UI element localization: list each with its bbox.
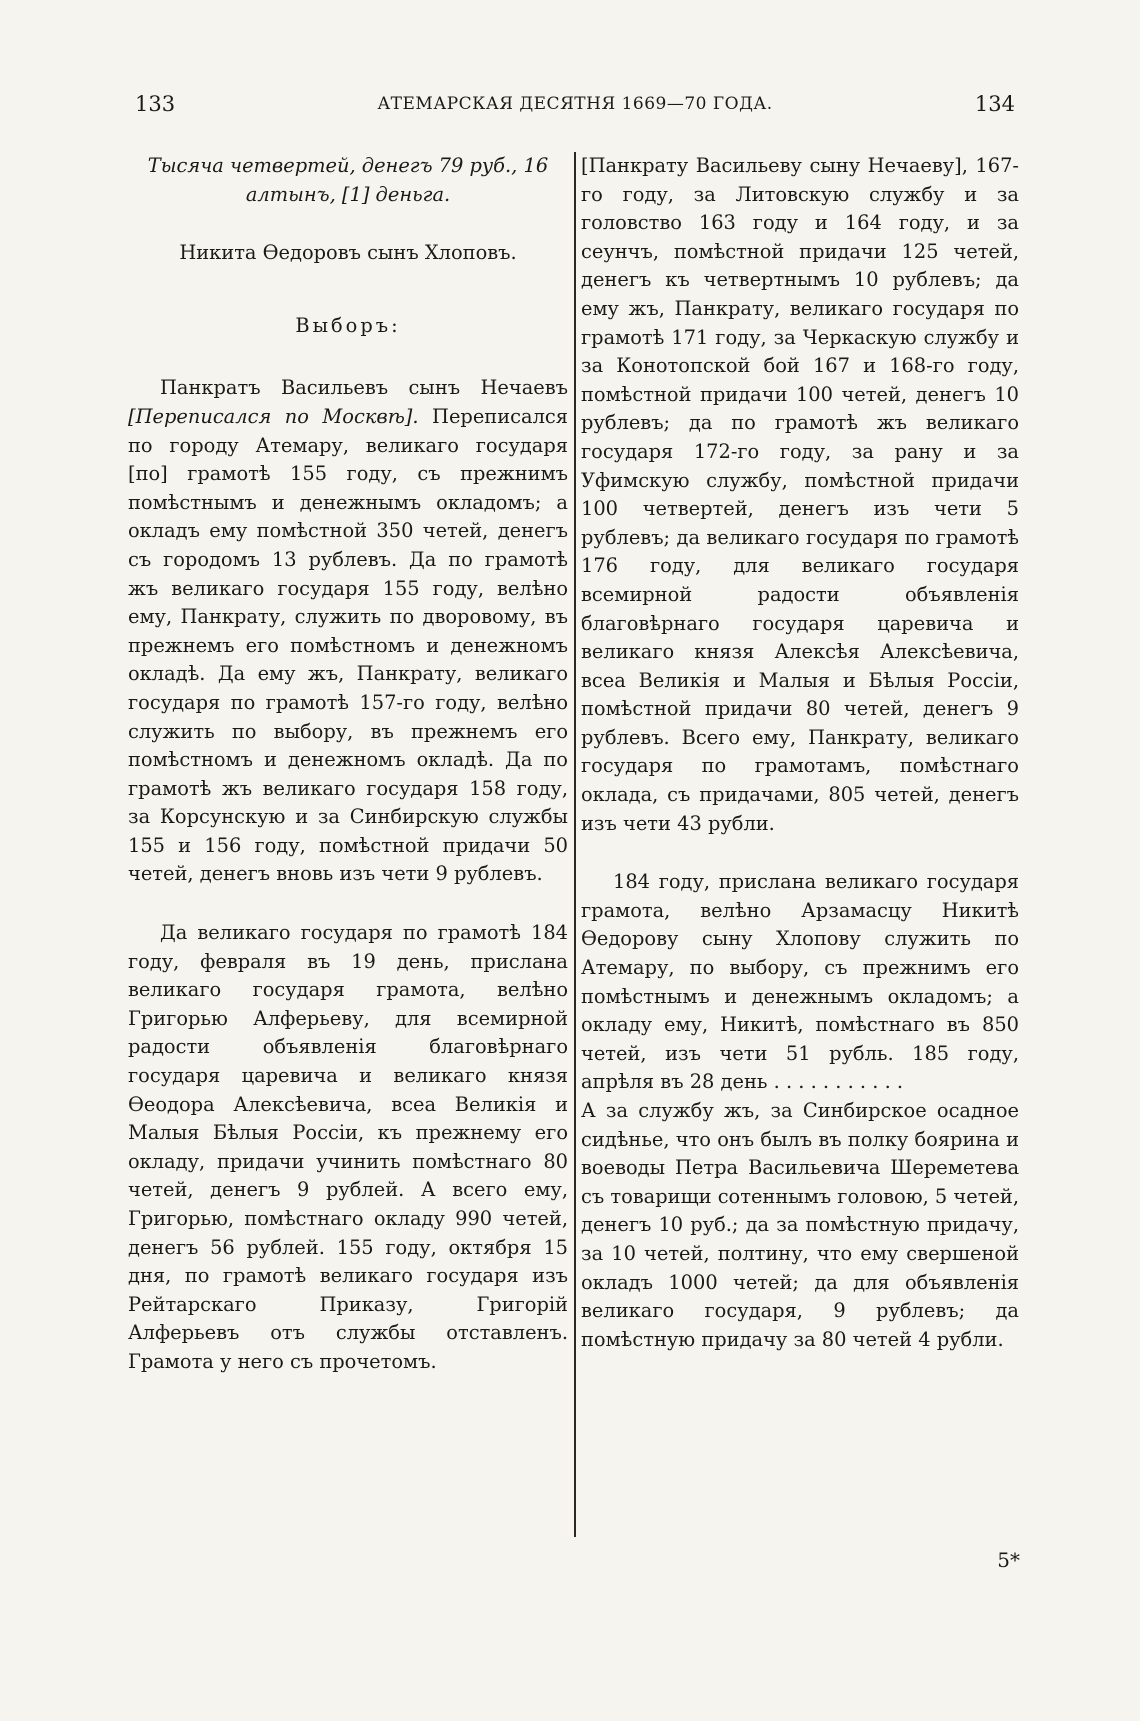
entry-paragraph bbox=[128, 374, 568, 889]
right-column bbox=[581, 152, 1019, 1354]
section-heading: Выборъ: bbox=[295, 313, 401, 337]
page-number-right: 134 bbox=[974, 92, 1015, 116]
entry-note: [Переписался по Москвѣ]. bbox=[128, 404, 419, 428]
entry-person: Панкратъ Васильевъ сынъ Нечаевъ bbox=[160, 376, 568, 400]
column-divider bbox=[574, 152, 576, 1537]
signature-mark: 5* bbox=[997, 1548, 1020, 1572]
left-column bbox=[128, 152, 568, 1377]
right-paragraph-3: А за службу жъ, за Синбирское осадное сидѣнье, что онъ былъ въ полку боярина и воеводы Петра Васильевича Шереметева съ товарищи сотеннымъ головою, 5 четей, денегъ 10 руб.; да за помѣстную придачу, за 10 четей, полтину, что ему свершеной окладъ 1000 четей; да для объявленія великаго государя, 9 рублевъ; да помѣстную придачу за 80 четей 4 рубли. bbox=[581, 1099, 1020, 1351]
right-paragraph-2: 184 году, прислана великаго государя грамота, велѣно Арзамасцу Никитѣ Өедорову сыну Хлопову служить по Атемару, по выбору, съ прежнимъ его помѣстнымъ и денежнымъ окладомъ; а окладу ему, Никитѣ, помѣстнаго въ 850 четей, изъ чети 51 рубль. 185 году, апрѣля въ 28 день . . . . . . . . . . . bbox=[581, 870, 1019, 1094]
page-number-left: 133 bbox=[135, 92, 176, 116]
entry-body: Переписался по городу Атемару, великаго государя [по] грамотѣ 155 году, съ прежнимъ помѣстнымъ и денежнымъ окладомъ; а окладъ ему помѣстной 350 четей, денегъ съ городомъ 13 рублевъ. Да по грамотѣ жъ великаго государя 155 году, велѣно ему, Панкрату, служить по дворовому, въ прежнемъ его помѣстномъ и денежномъ окладѣ. Да ему жъ, Панкрату, великаго государя по грамотѣ 157-го году, велѣно служить по выбору, въ прежнемъ его помѣстномъ и денежномъ окладѣ. Да по грамотѣ жъ великаго государя 158 году, за Корсунскую и за Синбирскую службы 155 и 156 году, помѣстной придачи 50 четей, денегъ вновь изъ чети 9 рублевъ. bbox=[128, 404, 568, 886]
running-header bbox=[135, 92, 1015, 124]
running-title: АТЕМАРСКАЯ ДЕСЯТНЯ 1669—70 ГОДА. bbox=[377, 94, 773, 114]
name-heading: Никита Өедоровъ сынъ Хлоповъ. bbox=[179, 241, 517, 265]
right-paragraph-1: [Панкрату Васильеву сыну Нечаеву], 167-го году, за Литовскую службу и за головство 163 году и 164 году, и за сеунчъ, помѣстной придачи 125 четей, денегъ къ четвертнымъ 10 рублевъ; да ему жъ, Панкрату, великаго государя по грамотѣ 171 году, за Черкаскую службу и за Конотопской бой 167 и 168-го году, помѣстной придачи 100 четей, денегъ 10 рублевъ; да по грамотѣ жъ великаго государя 172-го году, за рану и за Уфимскую службу, помѣстной придачи 100 четвертей, денегъ изъ чети 5 рублевъ; да великаго государя по грамотѣ 176 году, для великаго государя всемирной радости объявленія благовѣрнаго государя царевича и великаго князя Алексѣя Алексѣевича, всеа Великія и Малыя и Бѣлыя Россіи, помѣстной придачи 80 четей, денегъ 9 рублевъ. Всего ему, Панкрату, великаго государя по грамотамъ, помѣстнаго оклада, съ придачами, 805 четей, денегъ изъ чети 43 рубли. bbox=[581, 154, 1019, 835]
left-paragraph-2: Да великаго государя по грамотѣ 184 году, февраля въ 19 день, прислана великаго государя грамота, велѣно Григорью Алферьеву, для всемирной радости объявленія благовѣрнаго государя царевича и великаго князя Өеодора Алексѣевича, всеа Великія и Малыя Бѣлыя Россіи, къ прежнему его окладу, придачи учинить помѣстнаго 80 четей, денегъ 9 рублей. А всего ему, Григорью, помѣстнаго окладу 990 четей, денегъ 56 рублей. 155 году, октября 15 дня, по грамотѣ великаго государя изъ Рейтарскаго Приказу, Григорій Алферьевъ отъ службы отставленъ. Грамота у него съ прочетомъ. bbox=[128, 921, 568, 1373]
total-summary: Тысяча четвертей, денегъ 79 руб., 16 алтынъ, [1] деньга. bbox=[147, 154, 549, 206]
